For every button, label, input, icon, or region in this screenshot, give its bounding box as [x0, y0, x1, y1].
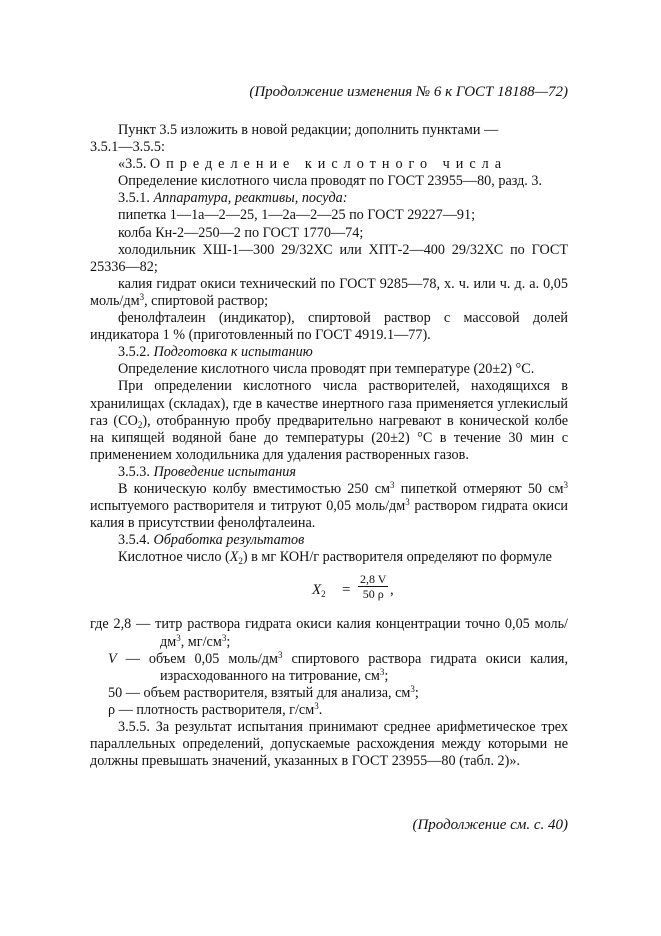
procedure-text — [90, 481, 568, 532]
document-body — [90, 122, 568, 770]
text-run: ; — [414, 684, 419, 701]
formula-equals: = — [342, 582, 351, 599]
text-run: ) в мг КОН/г растворителя определяют по формуле — [242, 549, 552, 566]
section-number: 3.5.1. — [118, 190, 150, 207]
section-3-5-4-heading — [90, 532, 568, 549]
intro-line-2: 3.5.1—3.5.5: — [90, 139, 165, 156]
superscript: 3 — [277, 649, 283, 660]
variable-v: V — [108, 650, 117, 667]
section-number: 3.5.2. — [118, 344, 150, 361]
superscript: 3 — [139, 291, 145, 302]
formula-fraction — [358, 572, 388, 602]
superscript: 3 — [410, 683, 415, 694]
text-run: раствором гидрата окиси калия в присутствии фенолфталеина. — [90, 498, 568, 532]
section-3-5-3-heading — [90, 464, 568, 481]
text-run: ; — [226, 633, 231, 650]
section-3-5-text: Определение кислотного числа проводят по ГОСТ 23955—80, разд. 3. — [118, 173, 543, 190]
superscript: 3 — [563, 479, 568, 490]
where-item-v — [90, 651, 568, 685]
formula-numerator: 2,8 V — [360, 572, 387, 587]
text-run: , мг/см — [180, 633, 222, 650]
formula-lhs — [312, 582, 326, 599]
section-title: Обработка результатов — [153, 532, 305, 549]
text-run: ρ — плотность растворителя, г/см — [108, 701, 315, 718]
equipment-item: пипетка 1—1а—2—25, 1—2а—2—25 по ГОСТ 29227—91; — [118, 207, 476, 224]
text-run: При определении кислотного числа растворителей, находящихся в хранилищах (складах), где в качестве инертного газа применяется углекислый газ (СО — [90, 378, 568, 429]
equipment-item: холодильник ХШ-1—300 29/32ХС или ХПТ-2—400 29/32ХС по ГОСТ 25336—82; — [90, 241, 568, 275]
section-3-5-2-heading — [90, 344, 568, 361]
where-item-rho — [90, 702, 568, 719]
text-run: где 2,8 — титр раствора гидрата окиси калия концентрации точно 0,05 моль/дм — [90, 616, 568, 650]
text-run: спиртового раствора гидрата окиси калия, израсходованного на титрование, см — [160, 650, 568, 684]
section-number: 3.5.3. — [118, 463, 150, 480]
text-run: . — [318, 701, 323, 718]
variable-x: X — [229, 549, 239, 566]
superscript: 3 — [221, 632, 227, 643]
reagent-text: , спиртовой раствор; — [144, 292, 269, 309]
text-run: Кислотное число ( — [118, 549, 230, 566]
calculation-text — [90, 549, 568, 566]
superscript: 3 — [314, 700, 319, 711]
intro-line: Пункт 3.5 изложить в новой редакции; дополнить пунктами — — [118, 122, 499, 138]
superscript: 3 — [379, 666, 385, 677]
superscript: 3 — [390, 479, 395, 490]
text-run: В коническую колбу вместимостью 250 см — [118, 480, 390, 497]
section-title: Проведение испытания — [153, 463, 296, 480]
superscript: 3 — [405, 497, 410, 508]
preparation-text-2 — [90, 378, 568, 463]
section-3-5-5-text: 3.5.5. За результат испытания принимают среднее арифметическое трех параллельных определений, допускаемые расхождения между которыми не должны превышать значений, указанных в ГОСТ 23955—80 (табл. 2)». — [90, 719, 568, 770]
section-3-5-heading — [90, 156, 568, 173]
text-run: ), отобранную пробу предварительно нагревают в конической колбе на кипящей водяной бане до температуры (20±2) °С в течение 30 мин с применением холодильника для удаления растворенных газов. — [90, 412, 569, 463]
text-run: 50 — объем растворителя, взятый для анализа, см — [108, 684, 411, 701]
text-run: — объем 0,05 моль/дм — [116, 650, 278, 667]
section-title: Определение кислотного числа — [149, 156, 508, 173]
text-run: ; — [384, 667, 389, 684]
superscript: 3 — [176, 632, 181, 643]
preparation-text-1: Определение кислотного числа проводят при температуре (20±2) °С. — [118, 361, 535, 378]
section-title: Подготовка к испытанию — [153, 344, 313, 361]
section-title: Аппаратура, реактивы, посуда: — [153, 190, 348, 207]
continuation-header: (Продолжение изменения № 6 к ГОСТ 18188—72) — [249, 84, 568, 100]
subscript: 2 — [321, 589, 326, 600]
section-3-5-1-heading — [90, 190, 568, 207]
where-item-2-8 — [90, 616, 568, 650]
where-item-50 — [90, 685, 568, 702]
reagent-koh — [90, 276, 568, 310]
formula-comma: , — [390, 582, 394, 599]
formula-variable: X — [312, 582, 322, 599]
continuation-footer: (Продолжение см. с. 40) — [412, 817, 568, 833]
formula — [90, 570, 568, 610]
text-run: испытуемого растворителя и титруют 0,05 моль/дм — [90, 498, 406, 515]
equipment-item: колба Кн-2—250—2 по ГОСТ 1770—74; — [118, 224, 364, 241]
section-number: «3.5. — [118, 156, 147, 173]
reagent-text: калия гидрат окиси технический по ГОСТ 9285—78, х. ч. или ч. д. а. 0,05 моль/дм — [90, 275, 568, 309]
formula-denominator: 50 ρ — [362, 587, 384, 602]
text-run: пипеткой отмеряют 50 см — [394, 480, 564, 497]
section-number: 3.5.4. — [118, 532, 150, 549]
subscript: 2 — [137, 419, 143, 430]
subscript: 2 — [238, 556, 243, 567]
reagent-phenolphthalein: фенолфталеин (индикатор), спиртовой раствор с массовой долей индикатора 1 % (приготовленный по ГОСТ 4919.1—77). — [90, 310, 568, 344]
